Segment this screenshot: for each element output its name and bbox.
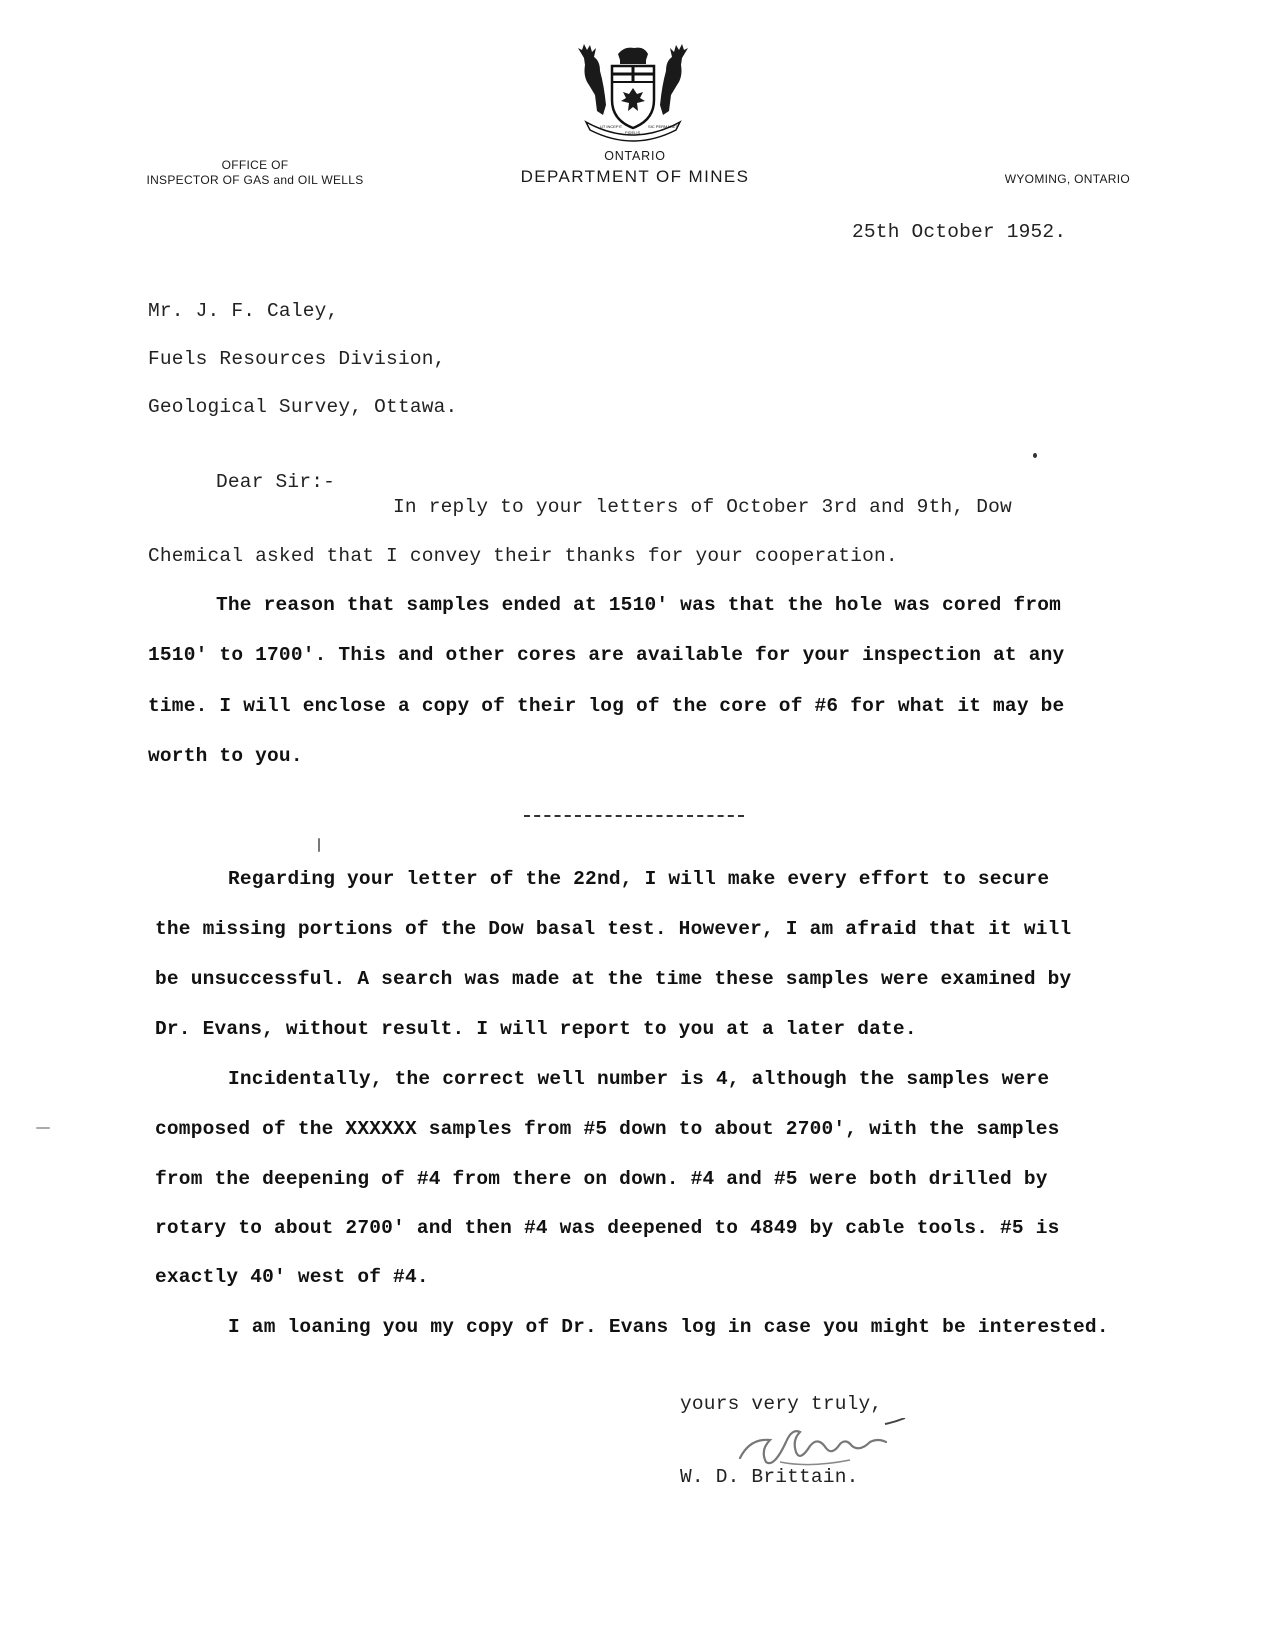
body-line: Dr. Evans, without result. I will report to you at a later date. [155,1018,917,1040]
body-line: Incidentally, the correct well number is 4, although the samples were [228,1068,1050,1090]
body-line: Chemical asked that I convey their thanks for your cooperation. [148,545,898,567]
body-line: exactly 40' west of #4. [155,1266,429,1288]
body-line: composed of the XXXXXX samples from #5 down to about 2700', with the samples [155,1118,1060,1140]
signer-name: W. D. Brittain. [680,1466,859,1488]
body-line: be unsuccessful. A search was made at the time these samples were examined by [155,968,1072,990]
crest-motto-center: FIDELIS [625,130,641,135]
office-line1: OFFICE OF [221,158,289,172]
scan-speck [318,838,320,852]
body-line: I am loaning you my copy of Dr. Evans log in case you might be interested. [228,1316,1109,1338]
recipient-line1: Mr. J. F. Caley, [148,300,339,322]
office-block [130,158,380,188]
section-divider [524,815,744,817]
body-line: time. I will enclose a copy of their log of the core of #6 for what it may be [148,695,1065,717]
crest-motto-right: SIC PERMANET [648,124,679,129]
body-line: The reason that samples ended at 1510' was that the hole was cored from [216,594,1062,616]
province-label: ONTARIO [604,149,666,163]
crest-motto-left: UT INCEPIT [600,124,623,129]
salutation: Dear Sir:- [216,471,336,493]
closing: yours very truly, [680,1393,883,1415]
scan-speck [36,1127,50,1129]
body-line: the missing portions of the Dow basal test. However, I am afraid that it will [155,918,1072,940]
body-line: Regarding your letter of the 22nd, I will make every effort to secure [228,868,1050,890]
body-line: rotary to about 2700' and then #4 was deepened to 4849 by cable tools. #5 is [155,1217,1060,1239]
recipient-line2: Fuels Resources Division, [148,348,446,370]
body-line: In reply to your letters of October 3rd and 9th, Dow [393,496,1012,518]
scan-speck [1033,453,1037,458]
ontario-coat-of-arms-icon [568,40,698,144]
office-location: WYOMING, ONTARIO [1004,172,1130,186]
body-line: from the deepening of #4 from there on down. #4 and #5 were both drilled by [155,1168,1048,1190]
office-line2: INSPECTOR OF GAS and OIL WELLS [146,173,364,187]
recipient-line3: Geological Survey, Ottawa. [148,396,458,418]
body-line: 1510' to 1700'. This and other cores are available for your inspection at any [148,644,1065,666]
department-name: DEPARTMENT OF MINES [520,167,750,186]
body-line: worth to you. [148,745,303,767]
letter-date: 25th October 1952. [852,221,1067,243]
